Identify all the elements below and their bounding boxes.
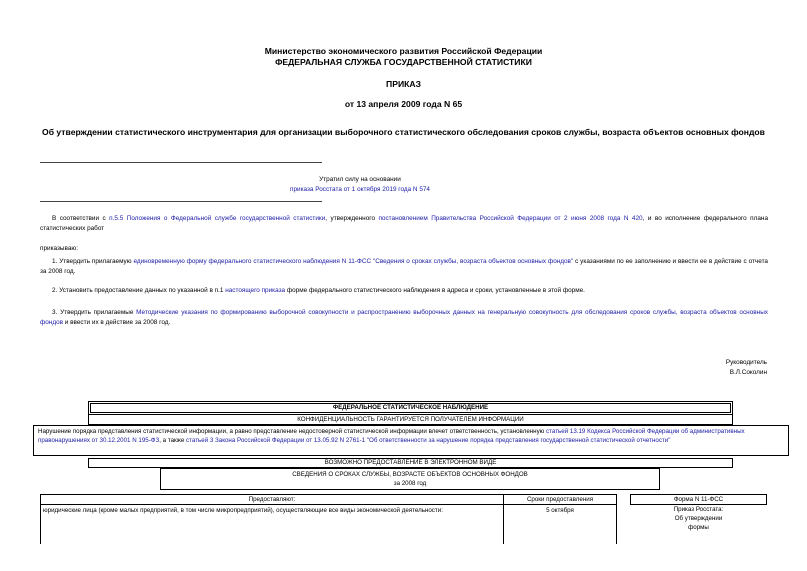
form-year: за 2008 год (393, 480, 427, 487)
electronic-box: ВОЗМОЖНО ПРЕДОСТАВЛЕНИЕ В ЭЛЕКТРОННОМ ВИДЕ (88, 458, 733, 468)
signature-name: В.Л.Соколин (729, 369, 767, 376)
warning-box (33, 425, 789, 456)
item-text: 2. Установить предоставление данных по указанной в п.1 (52, 287, 226, 294)
regulation-link[interactable]: п.5.5 Положения о Федеральной службе государственной статистики (109, 215, 326, 222)
form-title-box (160, 468, 660, 490)
approved-line: Приказ Росстата: (673, 506, 724, 513)
signature-role: Руководитель (725, 359, 767, 366)
approved-line: Об утверждении (674, 515, 723, 522)
order-word: приказываю: (40, 245, 78, 252)
warning-text: , а также (159, 436, 187, 444)
form-link[interactable]: единовременную форму федерального статистического наблюдения N 11-ФСС "Сведения о сроках службы, возраста объектов основных фондов" (133, 258, 574, 265)
confidential-box: КОНФИДЕНЦИАЛЬНОСТЬ ГАРАНТИРУЕТСЯ ПОЛУЧАТЕЛЕМ ИНФОРМАЦИИ (88, 414, 733, 425)
table-header-form: Форма N 11-ФСС (630, 494, 767, 505)
status-text: Утратил силу на основании (319, 176, 401, 183)
law-link[interactable]: статьей 3 Закона Российской Федерации от 13.05.92 N 2761-1 "Об ответственности за нарушение порядка представления государственной статистической отчетности" (186, 436, 671, 444)
item-text: форме федерального статистического наблюдения в адреса и сроки, установленные в этой форме. (285, 287, 585, 294)
approved-line: формы (688, 524, 709, 531)
document-title: Об утверждении статистического инструментария для организации выборочного статистического обследования сроков службы, возраста объектов основных фондов (42, 127, 765, 137)
preamble (40, 214, 768, 234)
order-link[interactable]: настоящего приказа (225, 287, 286, 294)
item-2 (40, 286, 768, 296)
methodology-link[interactable]: Методические указания по формированию выборочной совокупности и распространению выборочных данных на генеральную совокупность для обследования сроков службы, возраста объектов основных фондов (40, 309, 768, 326)
ministry-name: Министерство экономического развития Российской Федерации (264, 46, 543, 56)
preamble-text: , и во исполнение федерального плана статистических работ (40, 215, 769, 232)
table-cell-who: юридические лица (кроме малых предприятий, в том числе микропредприятий), осуществляющие все виды экономической деятельности: (40, 504, 504, 544)
item-text: и ввести их в действие за 2008 год. (63, 319, 171, 326)
item-text: 3. Утвердить прилагаемые (52, 309, 137, 316)
item-text: с указаниями по ее заполнению и ввести ее в действие с отчета за 2008 год. (40, 258, 768, 275)
item-3 (40, 308, 768, 328)
item-text: 1. Утвердить прилагаемую (52, 258, 134, 265)
table-header-when: Сроки предоставления (503, 494, 617, 505)
table-cell-when: 5 октября (503, 504, 617, 544)
divider-bottom (40, 201, 322, 202)
divider-top (40, 162, 322, 163)
form-title: СВЕДЕНИЯ О СРОКАХ СЛУЖБЫ, ВОЗРАСТЕ ОБЪЕКТОВ ОСНОВНЫХ ФОНДОВ (292, 471, 528, 478)
code-link[interactable]: статьей 13.19 Кодекса Российской Федерации об административных правонарушениях от 30.12.2001 N 195-ФЗ (38, 428, 745, 444)
table-header-who: Предоставляют: (40, 494, 504, 505)
table-cell-approved (630, 505, 767, 532)
observation-box: ФЕДЕРАЛЬНОЕ СТАТИСТИЧЕСКОЕ НАБЛЮДЕНИЕ (88, 401, 733, 415)
warning-text: Нарушение порядка представления статистической информации, а равно представление недостоверной статистической информации влечет ответственность, установленную (38, 428, 547, 435)
preamble-text: В соответствии с (52, 215, 110, 222)
preamble-text: , утвержденного (325, 215, 379, 222)
item-1 (40, 257, 768, 277)
service-name: ФЕДЕРАЛЬНАЯ СЛУЖБА ГОСУДАРСТВЕННОЙ СТАТИСТИКИ (275, 57, 532, 67)
status-link[interactable]: приказа Росстата от 1 октября 2019 года N 574 (290, 186, 430, 193)
document-type: ПРИКАЗ (386, 79, 421, 89)
document-date: от 13 апреля 2009 года N 65 (344, 99, 463, 109)
decree-link[interactable]: постановлением Правительства Российской Федерации от 2 июня 2008 года N 420 (378, 215, 643, 222)
